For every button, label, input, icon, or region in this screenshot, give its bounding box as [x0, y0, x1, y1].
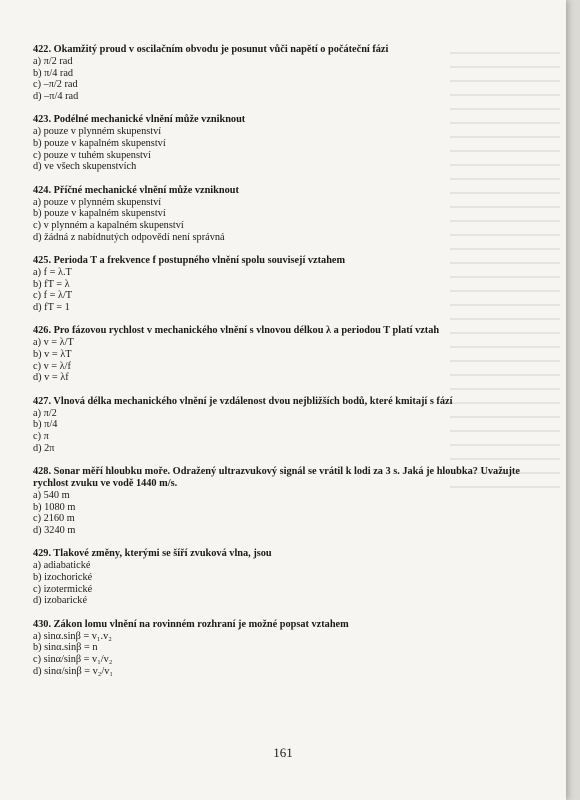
question-428	[33, 466, 533, 537]
option-b: b) v = λT	[33, 348, 72, 360]
option-a: a) sinα.sinβ = v₁.v₂	[33, 630, 112, 642]
option-d: d) 3240 m	[33, 524, 76, 536]
option-b: b) π/4 rad	[33, 67, 74, 79]
option-a: a) π/2	[33, 407, 57, 419]
option-c: c) v = λ/f	[33, 360, 71, 372]
option-b: b) π/4	[33, 419, 58, 431]
question-429	[33, 548, 533, 607]
question-list	[33, 44, 533, 689]
option-a: a) adiabatické	[33, 560, 91, 572]
question-title: 422. Okamžitý proud v oscilačním obvodu je posunut vůči napětí o počáteční fázi	[33, 44, 389, 55]
question-title: 424. Příčné mechanické vlnění může vzniknout	[33, 184, 239, 196]
option-d: d) 2π	[33, 442, 55, 454]
option-a: a) 540 m	[33, 489, 70, 501]
option-d: d) sinα/sinβ = v₂/v₁	[33, 665, 113, 677]
option-b: b) pouze v kapalném skupenství	[33, 138, 166, 150]
option-a: a) f = λ.T	[33, 266, 72, 278]
option-c: c) izotermické	[33, 583, 93, 595]
option-b: b) izochorické	[33, 571, 93, 583]
question-title: 423. Podélné mechanické vlnění může vzniknout	[33, 114, 246, 126]
option-d: d) –π/4 rad	[33, 91, 79, 103]
option-c: c) π	[33, 430, 49, 442]
option-c: c) v plynném a kapalném skupenství	[33, 220, 184, 232]
option-c: c) f = λ/T	[33, 290, 73, 302]
question-426	[33, 325, 533, 384]
question-427	[33, 396, 533, 455]
option-d: d) fT = 1	[33, 302, 70, 314]
question-title: 428. Sonar měří hloubku moře. Odražený ultrazvukový signál se vrátil k lodi za 3 s. Jaká je hloubka? Uvažujte rychlost zvuku ve vodě 1440 m/s.	[33, 465, 520, 489]
option-b: b) 1080 m	[33, 501, 76, 513]
question-title: 430. Zákon lomu vlnění na rovinném rozhraní je možné popsat vztahem	[33, 618, 349, 630]
question-430	[33, 619, 533, 678]
question-title: 426. Pro fázovou rychlost v mechanického vlnění s vlnovou délkou λ a periodou T platí vztah	[33, 325, 440, 337]
question-425	[33, 255, 533, 314]
option-d: d) izobarické	[33, 595, 88, 607]
question-424	[33, 185, 533, 244]
page-number: 161	[273, 745, 293, 760]
option-c: c) 2160 m	[33, 513, 75, 525]
option-d: d) ve všech skupenstvích	[33, 161, 137, 173]
option-c: c) sinα/sinβ = v₁/v₂	[33, 653, 113, 665]
option-a: a) pouze v plynném skupenství	[33, 126, 162, 138]
question-422	[33, 44, 533, 103]
option-a: a) v = λ/T	[33, 337, 74, 349]
option-d: d) žádná z nabídnutých odpovědí není správná	[33, 231, 225, 243]
option-c: c) –π/2 rad	[33, 79, 78, 91]
option-b: b) sinα.sinβ = n	[33, 642, 98, 654]
option-a: a) π/2 rad	[33, 56, 73, 67]
option-d: d) v = λf	[33, 372, 69, 384]
option-b: b) pouze v kapalném skupenství	[33, 208, 166, 220]
question-title: 427. Vlnová délka mechanického vlnění je vzdálenost dvou nejbližších bodů, které kmitají s fází	[33, 395, 453, 407]
option-b: b) fT = λ	[33, 278, 70, 290]
question-title: 425. Perioda T a frekvence f postupného vlnění spolu souvisejí vztahem	[33, 254, 346, 266]
question-title: 429. Tlakové změny, kterými se šíří zvuková vlna, jsou	[33, 548, 272, 560]
question-423	[33, 114, 533, 173]
option-c: c) pouze v tuhém skupenství	[33, 149, 151, 161]
option-a: a) pouze v plynném skupenství	[33, 196, 162, 208]
